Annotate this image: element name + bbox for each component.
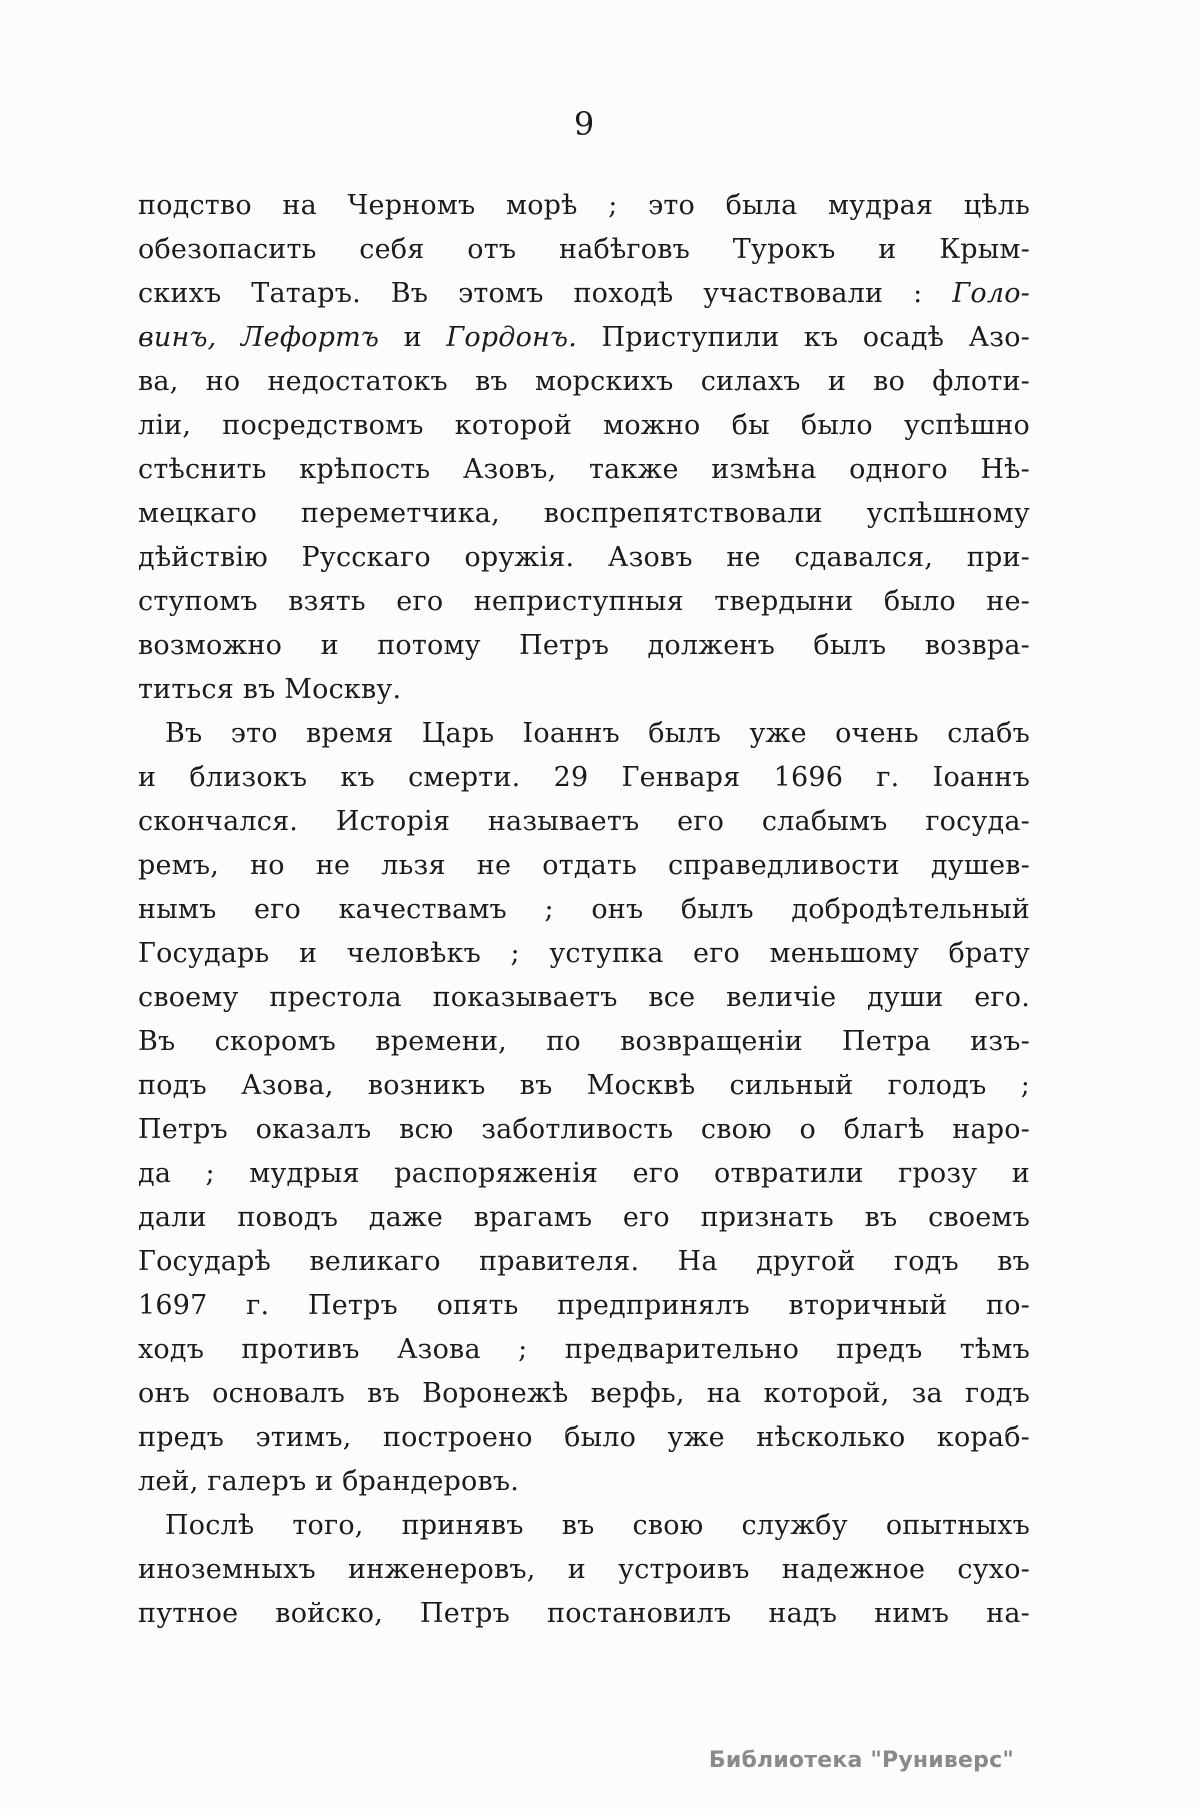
text-segment: ва, но недостатокъ въ морскихъ силахъ и во флоти- xyxy=(138,366,1030,397)
text-segment: и xyxy=(379,322,447,353)
text-segment-italic: Голо- xyxy=(952,278,1030,309)
text-line xyxy=(138,712,1030,756)
text-line xyxy=(138,448,1030,492)
text-line xyxy=(138,1504,1030,1548)
text-line xyxy=(138,844,1030,888)
text-segment: Послѣ того, принявъ въ свою службу опытныхъ xyxy=(165,1510,1030,1541)
text-line xyxy=(138,624,1030,668)
text-segment: обезопасить себя отъ набѣговъ Турокъ и Крым- xyxy=(138,234,1030,265)
text-segment: ліи, посредствомъ которой можно бы было успѣшно xyxy=(138,410,1030,441)
text-segment: подъ Азова, возникъ въ Москвѣ сильный голодъ ; xyxy=(138,1070,1030,1101)
text-line xyxy=(138,1372,1030,1416)
text-line xyxy=(138,1328,1030,1372)
text-line xyxy=(138,1548,1030,1592)
text-line xyxy=(138,888,1030,932)
text-line xyxy=(138,1284,1030,1328)
text-segment: дѣйствію Русскаго оружія. Азовъ не сдавался, при- xyxy=(138,542,1030,573)
text-segment: нымъ его качествамъ ; онъ былъ добродѣтельный xyxy=(138,894,1030,925)
text-segment: стѣснить крѣпость Азовъ, также измѣна одного Нѣ- xyxy=(138,454,1030,485)
text-line xyxy=(138,756,1030,800)
page-text-block xyxy=(138,184,1030,1636)
text-line xyxy=(138,1460,1030,1504)
text-segment: подство на Черномъ морѣ ; это была мудрая цѣль xyxy=(138,190,1030,221)
text-segment: ремъ, но не льзя не отдать справедливости душев- xyxy=(138,850,1030,881)
text-segment: Приступили къ осадѣ Азо- xyxy=(577,322,1030,353)
text-segment: титься въ Москву. xyxy=(138,674,402,705)
text-line xyxy=(138,272,1030,316)
text-line xyxy=(138,1020,1030,1064)
text-segment: Въ это время Царь Іоаннъ былъ уже очень слабъ xyxy=(165,718,1030,749)
text-line xyxy=(138,1152,1030,1196)
text-line xyxy=(138,404,1030,448)
text-segment: Въ скоромъ времени, по возвращеніи Петра изъ- xyxy=(138,1026,1030,1057)
text-segment: 1697 г. Петръ опять предпринялъ вторичный по- xyxy=(138,1290,1030,1321)
text-line xyxy=(138,1196,1030,1240)
text-segment: иноземныхъ инженеровъ, и устроивъ надежное сухо- xyxy=(138,1554,1030,1585)
text-line xyxy=(138,1064,1030,1108)
text-segment: скончался. Исторія называетъ его слабымъ госуда- xyxy=(138,806,1030,837)
text-line xyxy=(138,536,1030,580)
text-segment: дали поводъ даже врагамъ его признать въ своемъ xyxy=(138,1202,1030,1233)
text-segment: своему престола показываетъ все величіе души его. xyxy=(138,982,1030,1013)
text-segment-italic: Гордонъ. xyxy=(446,322,578,353)
text-segment: скихъ Татаръ. Въ этомъ походѣ участвовали : xyxy=(138,278,953,309)
text-line xyxy=(138,668,1030,712)
text-segment: и близокъ къ смерти. 29 Генваря 1696 г. Іоаннъ xyxy=(138,762,1030,793)
page-number: 9 xyxy=(573,105,595,143)
text-line xyxy=(138,800,1030,844)
text-segment: лей, галеръ и брандеровъ. xyxy=(138,1466,520,1497)
text-line xyxy=(138,316,1030,360)
text-line xyxy=(138,1592,1030,1636)
text-segment: предъ этимъ, построено было уже нѣсколько кораб- xyxy=(138,1422,1030,1453)
text-segment: ходъ противъ Азова ; предварительно предъ тѣмъ xyxy=(138,1334,1030,1365)
text-segment: Государѣ великаго правителя. На другой годъ въ xyxy=(138,1246,1030,1277)
text-line xyxy=(138,184,1030,228)
text-segment: онъ основалъ въ Воронежѣ верфь, на которой, за годъ xyxy=(138,1378,1030,1409)
text-segment: Петръ оказалъ всю заботливость свою о благѣ наро- xyxy=(138,1114,1030,1145)
text-segment: мецкаго переметчика, воспрепятствовали успѣшному xyxy=(138,498,1030,529)
text-line xyxy=(138,1416,1030,1460)
text-segment: путное войско, Петръ постановилъ надъ нимъ на- xyxy=(138,1598,1030,1629)
text-line xyxy=(138,228,1030,272)
text-line xyxy=(138,360,1030,404)
text-segment: ступомъ взять его неприступныя твердыни было не- xyxy=(138,586,1030,617)
text-line xyxy=(138,976,1030,1020)
text-line xyxy=(138,1240,1030,1284)
text-line xyxy=(138,932,1030,976)
text-line xyxy=(138,1108,1030,1152)
text-segment: да ; мудрыя распоряженія его отвратили грозу и xyxy=(138,1158,1030,1189)
text-segment-italic: винъ, Лефортъ xyxy=(138,322,380,353)
text-line xyxy=(138,580,1030,624)
library-watermark: Библиотека "Руниверс" xyxy=(708,1748,1014,1773)
text-segment: Государь и человѣкъ ; уступка его меньшому брату xyxy=(138,938,1030,969)
text-line xyxy=(138,492,1030,536)
text-segment: возможно и потому Петръ долженъ былъ возвра- xyxy=(138,630,1030,661)
